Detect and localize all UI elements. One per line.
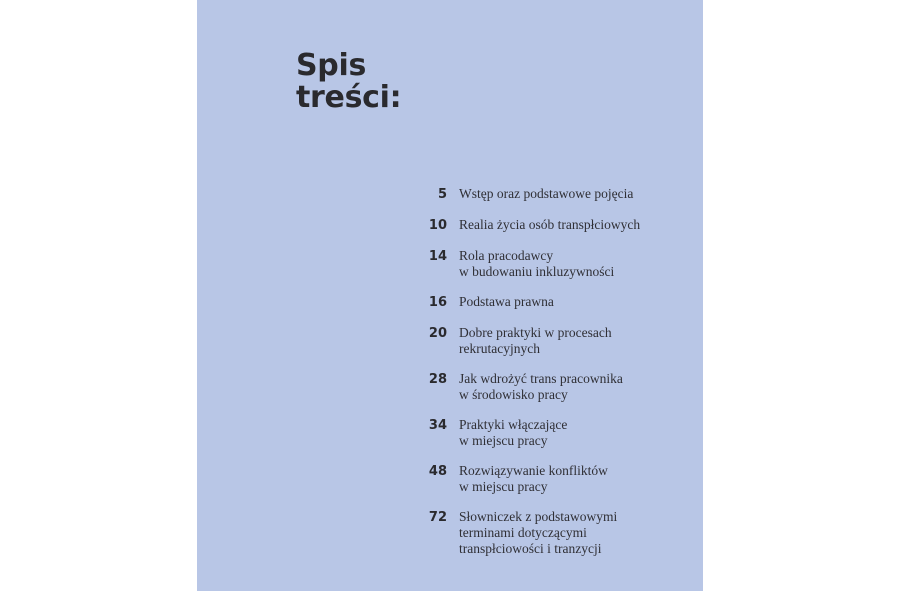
toc-entry-line: Wstęp oraz podstawowe pojęcia	[459, 186, 634, 201]
toc-page-number: 10	[428, 218, 447, 233]
toc-entry-line: w środowisko pracy	[459, 387, 568, 402]
toc-entry-line: Realia życia osób transpłciowych	[459, 217, 641, 232]
page-title	[296, 50, 401, 114]
toc-entry[interactable]	[409, 186, 699, 203]
toc-entry-title	[459, 463, 608, 495]
toc-entry-line: Rozwiązywanie konfliktów	[459, 463, 608, 478]
toc-page-number: 20	[428, 326, 447, 341]
toc-entry-line: rekrutacyjnych	[459, 341, 540, 356]
toc-page-number: 5	[437, 187, 447, 202]
toc-entry[interactable]	[409, 248, 699, 280]
toc-entry-line: Jak wdrożyć trans pracownika	[459, 371, 623, 386]
toc-entry-line: Rola pracodawcy	[459, 248, 554, 263]
toc-entry-title	[459, 186, 633, 202]
toc-entry-line: w miejscu pracy	[459, 479, 548, 494]
toc-entry[interactable]	[409, 463, 699, 495]
toc-entry[interactable]	[409, 417, 699, 449]
toc-entry[interactable]	[409, 371, 699, 403]
toc-entry-line: transpłciowości i tranzycji	[459, 541, 602, 556]
toc-page-number: 16	[428, 295, 447, 310]
table-of-contents	[409, 186, 699, 571]
toc-page-number: 34	[428, 418, 447, 433]
toc-entry[interactable]	[409, 294, 699, 311]
toc-page-number: 72	[428, 510, 447, 525]
toc-entry-line: Podstawa prawna	[459, 294, 554, 309]
toc-page-number: 48	[428, 464, 447, 479]
document-page	[197, 0, 703, 591]
toc-page-number: 28	[428, 372, 447, 387]
toc-entry-title	[459, 509, 617, 557]
toc-entry-line: Słowniczek z podstawowymi	[459, 509, 618, 524]
toc-entry-title	[459, 417, 567, 449]
toc-entry-line: w budowaniu inkluzywności	[459, 264, 615, 279]
toc-page-number: 14	[428, 249, 447, 264]
toc-entry-title	[459, 217, 640, 233]
toc-entry-title	[459, 294, 554, 310]
toc-entry[interactable]	[409, 325, 699, 357]
title-line-1: Spis	[296, 48, 367, 83]
toc-entry-title	[459, 248, 614, 280]
toc-entry-line: Praktyki włączające	[459, 417, 568, 432]
toc-entry-line: w miejscu pracy	[459, 433, 548, 448]
toc-entry-line: Dobre praktyki w procesach	[459, 325, 612, 340]
toc-entry-line: terminami dotyczącymi	[459, 525, 587, 540]
toc-entry[interactable]	[409, 217, 699, 234]
toc-entry[interactable]	[409, 509, 699, 557]
title-line-2: treści:	[296, 80, 402, 115]
toc-entry-title	[459, 325, 612, 357]
toc-entry-title	[459, 371, 623, 403]
